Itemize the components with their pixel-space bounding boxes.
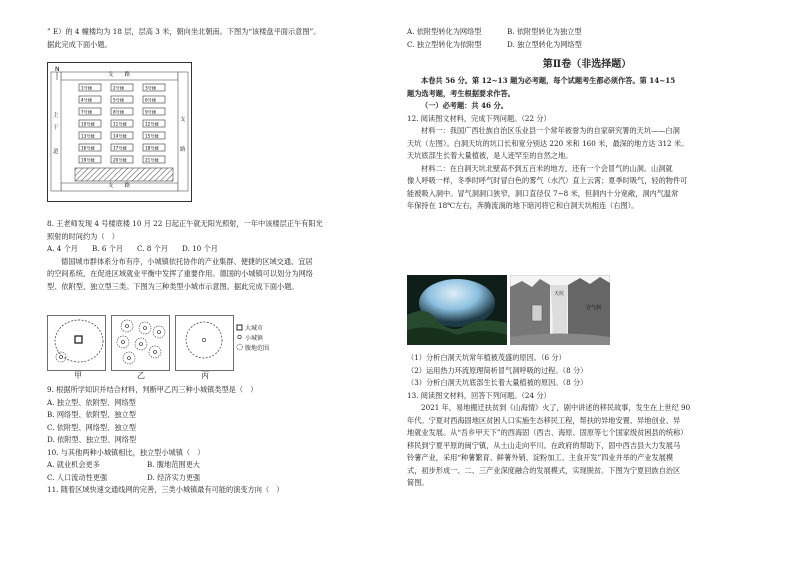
building-label: 15号楼 [145, 133, 159, 139]
road-top-label: 支 路 [108, 72, 131, 78]
m2-line-2: 像人呼吸一样，冬季时呼气时冒白色的雾气（水汽）直上云霄；夏季时吸气，轻的物件可 [407, 176, 688, 185]
site-plan-map [47, 62, 192, 202]
q8-option-d[interactable]: D. 10 个月 [182, 244, 218, 253]
q9-option-d[interactable]: D. 依附型、独立型、网络型 [47, 435, 137, 444]
q11-option-a[interactable]: A. 依附型转化为网络型 [407, 27, 482, 36]
q10-option-b[interactable]: B. 腹地范围更大 [147, 460, 200, 469]
building-label: 13号楼 [81, 133, 95, 139]
m1-line-1: 材料一：我国广西壮族自治区乐业县一个常年被誉为的自家研究署的天坑——白洞 [421, 126, 680, 135]
q13-line-1: 2021 年，易地搬迁扶贫到《山海情》火了，剧中讲述的移民故事，发生在上世纪 90 [421, 403, 691, 412]
road-left-label: 主 干 道 [53, 113, 59, 155]
building-label: 4号楼 [81, 97, 93, 103]
q10-text: 10. 与其他两种小城镇相比，独立型小城镇（ ） [47, 447, 205, 457]
passage-line-2: 的空间系统，在促进区域就业平衡中发挥了重要作用。德国的小城镇可以划分为网络 [47, 269, 313, 278]
building-label: 12号楼 [145, 121, 159, 127]
q9-text: 9. 根据所学知识并结合材料，判断甲乙丙三种小城镇类型是（ ） [47, 385, 258, 394]
q11-text: 11. 随着区域快速交通线网的完善，三类小城镇最有可能的演变方向（ ） [47, 485, 284, 494]
building-label: 9号楼 [145, 109, 157, 115]
building-label: 14号楼 [113, 133, 127, 139]
sub-q2: （2）运用热力环流原理简析冒气洞呼吸的过程。（8 分） [407, 365, 588, 375]
m1-line-3: 天坑底部生长着大量植被，是人迹罕至的自然之地。 [407, 151, 573, 160]
cave-label-pit: 天坑 [554, 291, 565, 297]
m2-line-1: 材料二：在白洞天坑北壁高不到五百米的地方，还有一个会冒气的山洞。山洞就 [421, 163, 673, 173]
road-bottom-label: 支 路 [108, 183, 131, 189]
right-lower-block [407, 352, 767, 490]
questions-block-1 [47, 218, 407, 293]
building-label: 2号楼 [113, 85, 125, 91]
building-label: 18号楼 [145, 145, 159, 151]
road-right-label: 支 路 [180, 117, 186, 153]
cave-photo [407, 275, 507, 345]
intro-line-2: 据此完成下面小题。 [47, 39, 112, 49]
q11-option-d[interactable]: D. 独立型转化为网络型 [507, 39, 582, 49]
m1-line-2: 天坑（左图）。白洞天坑的坑口长和宽分别达 220 米和 160 米，最深的地方达 312 米。 [407, 138, 689, 148]
q13-line-3: 地就业发展。从“吾乡甲天下”的西海固（西吉、海原、固原等七个国家级贫困县的统称） [407, 428, 688, 437]
q8-text: 8. 王老师发现 4 号楼底楼 10 月 22 日起正午就无阳光照射，一年中该楼层正午有阳光 [47, 219, 323, 228]
right-column [407, 26, 767, 213]
q13-line-4: 移民到宁夏平原的闽宁镇，从土山走向平川。在政府的帮助下，固中西吉县大力发展马 [407, 440, 681, 450]
building-label: 19号楼 [81, 157, 95, 163]
q8-text-2: 照射的时间约为（ ） [47, 231, 119, 241]
cave-sketch [510, 275, 610, 345]
q10-option-c[interactable]: C. 人口流动性更强 [47, 472, 108, 482]
sub-q1: （1）分析白洞天坑常年植被茂盛的原因。（6 分） [407, 353, 566, 362]
left-column [47, 26, 407, 51]
q9-option-a[interactable]: A. 独立型、依附型、网络型 [47, 397, 136, 407]
q11-option-b[interactable]: B. 依附型转化为独立型 [507, 27, 582, 36]
legend-small-town: 小城镇 [245, 335, 264, 342]
building-label: 3号楼 [145, 85, 157, 91]
building-label: 21号楼 [145, 157, 159, 163]
intro-line-1: ” E）的 4 幢楼均为 18 层，层高 3 米，朝向坐北朝南。下图为“该楼盘平面示意图”。 [47, 27, 321, 36]
label-yi: 乙 [137, 371, 145, 380]
north-label: N [55, 66, 60, 73]
building-label: 11号楼 [113, 121, 127, 127]
q13-line-5: 铃薯产业，采用“种薯繁育、鲜薯外销、淀粉加工、主食开发”四业并举的产业发展模 [407, 453, 674, 462]
m2-line-4: 年保持在 18℃左右，奔腾流淌的地下暗河将它和白洞天坑相连（右图）。 [407, 201, 639, 210]
questions-block-2 [47, 384, 407, 497]
q9-option-c[interactable]: C. 依附型、网络型、独立型 [47, 422, 136, 432]
q9-option-b[interactable]: B. 网络型、依附型、独立型 [47, 410, 136, 419]
building-label: 5号楼 [113, 97, 125, 103]
cave-label-outlet: 冒气洞 [586, 305, 602, 311]
building-label: 6号楼 [145, 97, 157, 103]
section-intro-2: 题为选考题，考生根据要求作答。 [407, 88, 515, 98]
required-label: （一）必考题：共 46 分。 [421, 101, 508, 110]
q8-option-c[interactable]: C. 8 个月 [137, 244, 169, 253]
q10-option-d[interactable]: D. 经济实力更强 [147, 472, 201, 482]
section-title: 第Ⅱ卷（非选择题） [542, 59, 632, 70]
q13-line-2: 年代。宁夏对西海固地区贫困人口实施生态移民工程，帮扶的异地安置、异地创业、异 [407, 415, 681, 425]
q8-option-a[interactable]: A. 4 个月 [47, 244, 78, 253]
q11-option-c[interactable]: C. 独立型转化为依附型 [407, 39, 482, 49]
label-jia: 甲 [74, 371, 82, 380]
q13-line-6: 式，初步形成一、二、三产业深度融合的发展模式，实现脱贫。下图为宁夏回族自治区 [407, 465, 681, 475]
legend-big-city: 大城市 [245, 325, 264, 332]
q10-option-a[interactable]: A. 就业机会更多 [47, 460, 100, 469]
q13-line-7: 简图。 [407, 478, 429, 487]
legend-hinterland: 腹地范围 [245, 345, 270, 352]
q8-options [47, 243, 407, 256]
building-label: 7号楼 [81, 109, 93, 115]
building-label: 17号楼 [113, 145, 127, 151]
building-label: 8号楼 [113, 109, 125, 115]
building-label: 10号楼 [81, 121, 95, 127]
label-bing: 丙 [201, 371, 209, 380]
q13-text: 13. 阅读图文材料，回答下列问题。（24 分） [407, 390, 551, 400]
m2-line-3: 能被吸入洞中。冒气洞洞口狭窄，洞口直径仅 7~8 米，但洞内十分宽敞，洞内气温常 [407, 188, 679, 198]
building-label: 1号楼 [81, 85, 93, 91]
building-label: 20号楼 [113, 157, 127, 163]
section-intro-1: 本卷共 56 分。第 12~13 题为必考题，每个试题考生都必须作答。第 14~15 [421, 76, 676, 85]
q8-option-b[interactable]: B. 6 个月 [92, 244, 124, 253]
building-label: 16号楼 [81, 145, 95, 151]
q12-text: 12. 阅读图文材料，完成下列问题。（22 分） [407, 113, 551, 123]
passage-line-3: 型、依附型、独立型三类。下图为三种类型小城市示意图。据此完成下面小题。 [47, 281, 299, 291]
passage-line-1: 德国城市群体系分布有序，小城镇依托协作的产业集群、便捷的区域交通、宜居 [61, 256, 313, 266]
sub-q3: （3）分析白洞天坑底部生长着大量植被的原因。（8 分） [407, 378, 588, 387]
